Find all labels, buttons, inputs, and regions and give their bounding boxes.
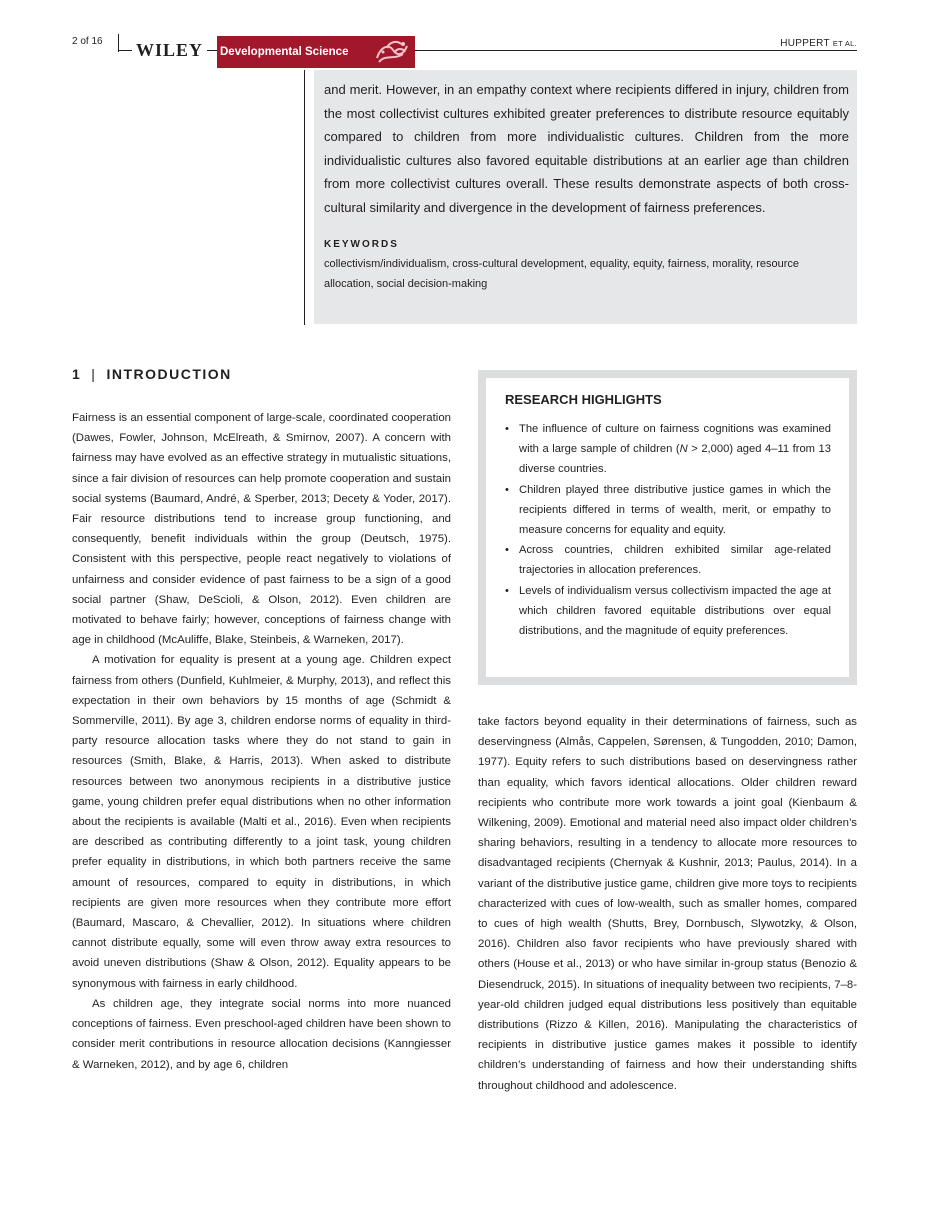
research-highlights-panel [486,378,849,677]
highlight-item: • Across countries, children exhibited similar age-related trajectories in allocation preferences. [505,540,831,580]
right-column [478,712,857,1096]
left-column [72,408,451,1075]
publisher-logo: WILEY [132,40,207,61]
highlight-item [505,419,831,480]
keywords-list: collectivism/individualism, cross-cultural development, equality, equity, fairness, morality, resource allocation, social decision-making [324,258,800,290]
highlight-italic: N [679,443,688,456]
journal-badge [217,36,415,68]
paragraph: Fairness is an essential component of large-scale, coordinated cooperation (Dawes, Fowler, Johnson, McElreath, & Smirnov, 2007). A concern with fairness may have evolved as an effective strategy in mutualistic situations, since a fair division of resources can help promote cooperation and sustain social systems (Baumard, André, & Sperber, 2013; Decety & Yoder, 2017). Fair resource distributions tend to increase group functioning, and consequently, benefit individuals within the group (Deutsch, 1975). Consistent with this perspective, people react negatively to violations of unfairness and consider evidence of past fairness to be a sign of a good social partner (Shaw, DeScioli, & Olson, 2012). Even children are motivated to behave fairly; however, conceptions of fairness change with age in childhood (McAuliffe, Blake, Steinbeis, & Warneken, 2017). [72,412,451,647]
running-author-name: HUPPERT [780,38,830,49]
section-heading [72,366,232,382]
page-number: 2 of 16 [72,36,103,47]
abstract-text: and merit. However, in an empathy context where recipients differed in injury, children from the most collectivist cultures exhibited greater preferences to distribute resource equitably compared to children from more individualistic cultures. Children from the more individualistic cultures also favored equitable distributions at an earlier age than children from more collectivist cultures overall. These results demonstrate aspects of both cross-cultural similarity and divergence in the development of fairness preferences. [324,82,849,215]
paragraph: A motivation for equality is present at a young age. Children expect fairness from others (Dunfield, Kuhlmeier, & Murphy, 2013), and reflect this expectation in their own behaviors by 15 months of age (Schmidt & Sommerville, 2011). By age 3, children endorse norms of equality in third-party resource allocation tasks where they do not stand to gain in resources (Smith, Blake, & Harris, 2013). When asked to distribute resources between two anonymous recipients in a distributive justice game, young children prefer equal distributions when no other information about the recipients is available (Malti et al., 2016). Even when recipients are described as contributing differently to a joint task, young children prefer equality in distributions, in which both partners receive the same amount of resources, compared to equity in distributions, in which recipients are given more resources when they contribute more effort (Baumard, Mascaro, & Chevallier, 2012). In situations where children cannot distribute equally, some will even throw away extra resources to avoid uneven distributions (Shaw & Olson, 2012). Equality appears to be synonymous with fairness in early childhood. [72,654,451,990]
research-highlights-box [478,370,857,685]
abstract-box [314,70,857,324]
section-title: INTRODUCTION [106,366,232,382]
section-separator: | [91,366,97,382]
highlight-item: • Levels of individualism versus collectivism impacted the age at which children favored equitable distributions over equal distributions, and the magnitude of equity preferences. [505,581,831,642]
paragraph: As children age, they integrate social norms into more nuanced conceptions of fairness. Even preschool-aged children have been shown to consider merit contributions in resource allocation decisions (Kanngiesser & Warneken, 2012), and by age 6, children [72,997,451,1071]
keywords-heading: KEYWORDS [324,239,399,250]
running-author [780,38,857,49]
highlights-title: RESEARCH HIGHLIGHTS [505,392,662,407]
section-number: 1 [72,366,82,382]
highlight-item: • Children played three distributive justice games in which the recipients differed in terms of wealth, merit, or empathy to measure concerns for equality and equity. [505,480,831,541]
abstract-rule [304,70,305,325]
journal-name: Developmental Science [220,46,349,58]
highlight-text: > 2,000) aged 4–11 from 13 diverse countries. [519,443,831,476]
highlight-text: The influence of culture on fairness cognitions was examined with a large sample of children ( [519,423,831,456]
highlights-list [505,419,831,641]
running-author-suffix: ET AL. [832,39,857,48]
paragraph: take factors beyond equality in their determinations of fairness, such as deservingness (Almås, Cappelen, Sørensen, & Tungodden, 2010; Damon, 1977). Equity refers to such distributions based on deservingness rather than equality, which favors identical allocations. Older children reward recipients who contribute more work towards a joint goal (Kienbaum & Wilkening, 2009). Emotional and material need also impact older children’s sharing behaviors, resulting in a tendency to allocate more resources to disadvantaged recipients (Chernyak & Kushnir, 2013; Paulus, 2014). In a variant of the distributive justice game, children give more toys to recipients characterized with cues of low-wealth, such as smaller homes, compared to cues of high wealth (Shutts, Brey, Dornbusch, Slywotzky, & Olson, 2016). Children also favor recipients who have previously shared with others (House et al., 2013) or who have similar in-group status (Benozio & Diesendruck, 2015). In situations of inequality between two recipients, 7–8-year-old children judged equal distributions less positively than equitable distributions (Rizzo & Killen, 2016). Manipulating the characteristics of recipients in distributive justice games makes it possible to identify children’s understanding of fairness and how their understanding shifts throughout childhood and adolescence. [478,716,857,1092]
dragon-ornament-icon [373,38,413,66]
